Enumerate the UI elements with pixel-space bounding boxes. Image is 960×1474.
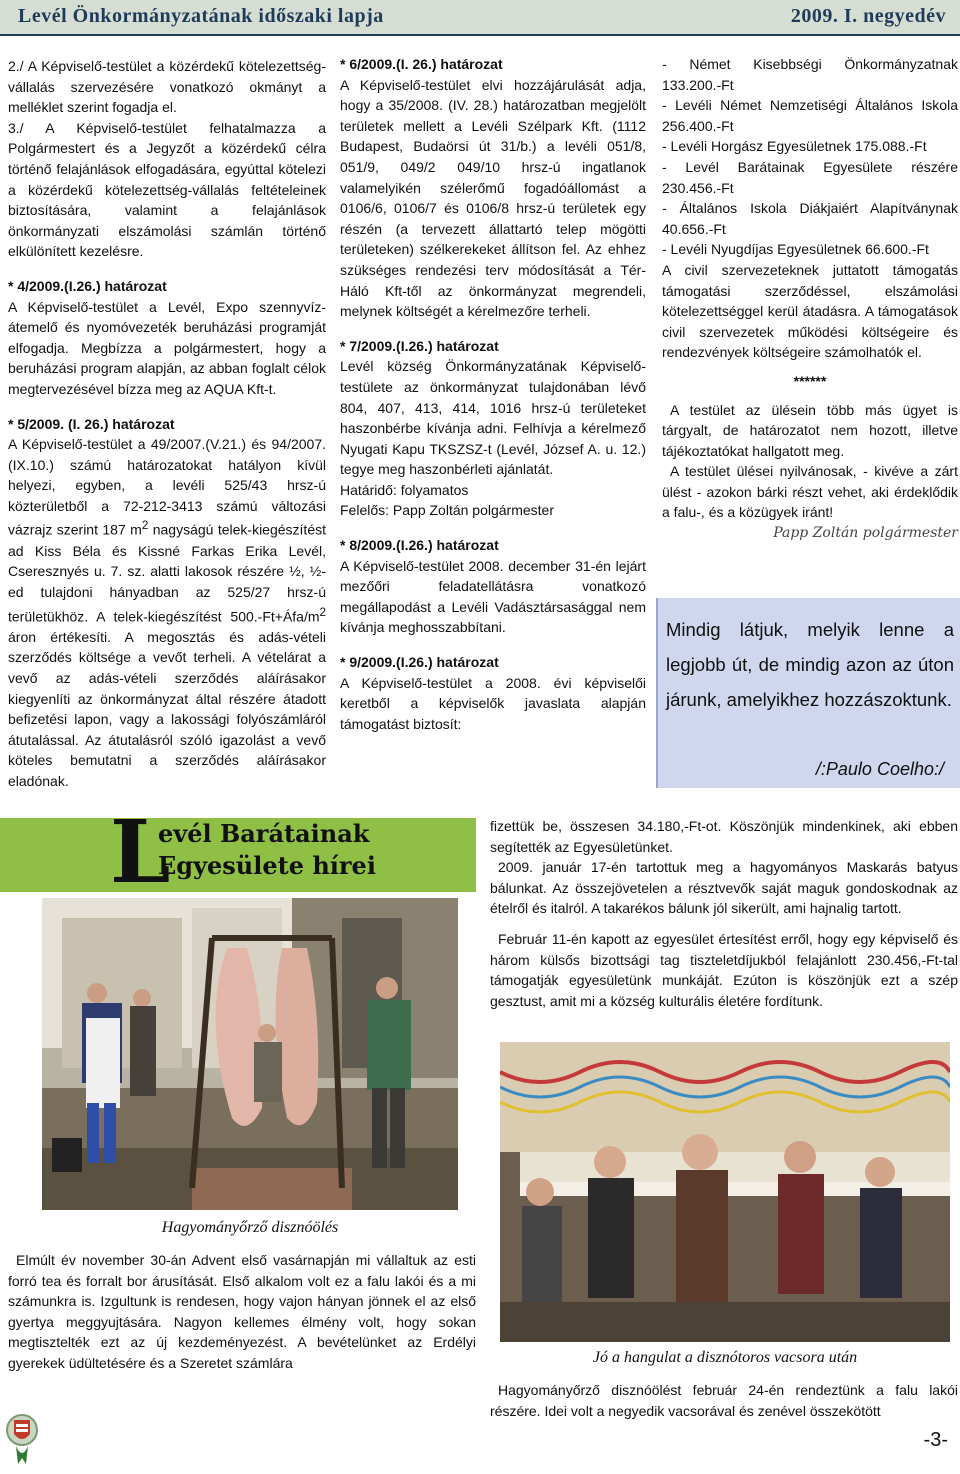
- association-news-text: [490, 816, 958, 1011]
- advent-text: Elmúlt év november 30-án Advent első vasárnapján mi vállaltuk az esti forró tea és forralt bor árusítását. Első alkalom volt ez a falu lakói és a mi számunkra is. Izgultunk is rendesen, hogy vajon hányan jönnek el az első gyertya meggyujtására. Nagyon kellemes élmény volt, hogy sokan megtisztelték ezt az új kezdeményezést. A bevételünket az Erdélyi gyerekek üdültetésére és a Szeretet számlára: [8, 1252, 476, 1371]
- news-paragraph-1: fizettük be, összesen 34.180,-Ft-ot. Köszönjük mindenkinek, aki ebben segítették az Egyesületünket.: [490, 818, 958, 855]
- resolution-heading-5: * 5/2009. (I. 26.) határozat: [8, 415, 175, 432]
- publication-title: Levél Önkormányzatának időszaki lapja: [18, 5, 384, 27]
- resolution-text-9: A Képviselő-testület a 2008. évi képviselői keretből a képviselők javaslata alapján támogatást biztosít:: [340, 674, 646, 732]
- news-paragraph-2: 2009. január 17-én tartottuk meg a hagyományos Maskarás batyus bálunkat. Az összejövetelen a résztvevők saját maguk gondoskodnak az ételről és italról. A takarékos bálunk jól sikerült, ami hajnalig tartott.: [490, 859, 958, 917]
- paragraph-3: 3./ A Képviselő-testület felhatalmazza a Polgármestert és a Jegyzőt a közérdekű célra történő felajánlások elfogadására, egyúttal kötelezi a közérdekű kötelezettség-vállalás feltételeinek biztosítására, valamint a felajánlások önkormányzati elszámolási számlán történő elkülönített kezelésre.: [8, 119, 326, 260]
- association-news-banner: [0, 818, 476, 892]
- resolution-text-4: A Képviselő-testület a Levél, Expo szennyvíz-átemelő és nyomóvezeték beruházási programját elfogadja. Megbízza a polgármestert, hogy a beruházási program alapján, az abban foglalt célok megtervezésével bízza meg az AQUA Kft-t.: [8, 298, 326, 397]
- resolution-text-5c: áron értékesíti. A megosztás és adás-vételi szerződés költsége a vevőt terheli. A vételárat a vevő az adás-vételi szerződés aláírásakor kiegyenlíti az önkormányzat által részére átadott befizetési lapon, vagy a lakossági folyószámláról átutalással. Az átutalásról szóló igazolást a vevő köteles bemutatni a szerződés aláírásakor eladónak.: [8, 628, 326, 789]
- issue-label: 2009. I. negyedév: [790, 5, 946, 27]
- dinner-party-photo: [500, 1042, 950, 1342]
- photo-caption-dinner: Jó a hangulat a disznótoros vacsora után: [592, 1349, 858, 1366]
- civil-grants-text: A civil szervezeteknek juttatott támogatás támogatási szerződéssel, elszámolási kötelezettséggel kerül átadásra. A támogatások civil szervezetek működési költségeire és rendezvények költségeire számolhatók el.: [662, 261, 958, 361]
- photo-caption-slaughter: Hagyományőrző disznóölés: [161, 1219, 339, 1236]
- superscript-2: 2: [141, 519, 149, 533]
- separator-stars: ******: [793, 372, 827, 389]
- quote-text: Mindig látjuk, melyik lenne a legjobb út, de mindig azon az úton járunk, amelyikhez hozzászoktunk.: [666, 619, 954, 710]
- mayor-signature: Papp Zoltán polgármester: [773, 525, 958, 542]
- page-number: -3-: [923, 1429, 948, 1451]
- column-left: [8, 56, 326, 792]
- grant-item: - Levéli Német Nemzetiségi Általános Iskola 256.400.-Ft: [662, 97, 958, 134]
- resolution-heading-8: * 8/2009.(I.26.) határozat: [340, 537, 499, 554]
- paragraph-2: 2./ A Képviselő-testület a közérdekű kötelezettség-vállalás szervezésére vonatkozó okmányt a melléklet szerint fogadja el.: [8, 58, 326, 116]
- news-paragraph-3: Február 11-én kapott az egyesület értesítést erről, hogy egy képviselő és három külsős bizottsági tag tiszteletdíjukból felajánlott 230.456,-Ft-tal támogatják egyesületünk munkáját. Ezúton is köszönjük ezt a szép gesztust, amit mi a község kulturális életére fordítunk.: [490, 930, 958, 1009]
- resolution-heading-9: * 9/2009.(I.26.) határozat: [340, 654, 499, 671]
- column-middle: [340, 54, 646, 734]
- banner-initial: L: [110, 818, 171, 892]
- grant-item: - Levéli Nyugdíjas Egyesületnek 66.600.-Ft: [662, 241, 929, 258]
- superscript-2b: 2: [319, 605, 326, 619]
- column-right: [662, 54, 958, 544]
- pig-slaughter-photo: [42, 898, 458, 1210]
- coat-of-arms-icon: [6, 1412, 38, 1466]
- deadline: Határidő: folyamatos: [340, 481, 469, 498]
- resolution-text-5a: A Képviselő-testület a 49/2007.(V.21.) és 94/2007.(IX.10.) számú határozatokat hatályon kívül helyezi, egyben, a levéli 525/43 hrsz-ú közterületből a 72-212-3413 számú változási vázrajz szerint 187 m: [8, 436, 326, 539]
- pig-slaughter-illustration: [42, 898, 458, 1210]
- resolution-heading-4: * 4/2009.(I.26.) határozat: [8, 277, 167, 294]
- grant-item: - Levél Barátainak Egyesülete részére 230.456.-Ft: [662, 158, 958, 196]
- banner-line-1: evél Barátainak: [158, 819, 370, 848]
- grant-item: - Általános Iskola Diákjaiért Alapítványnak 40.656.-Ft: [662, 200, 958, 237]
- resolution-text-6: A Képviselő-testület elvi hozzájárulását adja, hogy a 35/2008. (IV. 28.) határozatban megjelölt területek mellett a Levéli Szélpark Kft. (1112 Budapest, Budaörsi út 31/b.) a levéli 051/8, 051/9, 049/2 049/10 hrsz-ú ingatlanok valamelyikén szélerőmű fogadóállomást a 0106/6, 0106/7 és 0106/8 hrsz-ú területek egy részén (a tervezett állattartó telep mögötti területeken) szélkerekeket állítson fel. Az ehhez szükséges rendezési terv módosítását a Tér-Háló Kft-től az önkormányzat megrendeli, melynek költségét a kérelmezőre terheli.: [340, 76, 646, 320]
- quote-box: [656, 598, 960, 788]
- resolution-text-7: Levél község Önkormányzatának Képviselő-testülete az önkormányzat tulajdonában lévő 804, 407, 413, 414, 1016 hrsz-ú területeket haszonbérbe kívánja adni. Felhívja a kérelmező Nyugati Kapu TKSZSZ-t (Levél, József A. u. 12.) tegye meg haszonbérleti ajánlatát.: [340, 358, 646, 478]
- resolution-text-5b: nagyságú telek-kiegészítést ad Kiss Béla és Kissné Farkas Erika Levél, Cseresznyés u. 7. sz. alatti lakosok részére ½, ½-ed tulajdoni hányadban az 525/27 hrsz-ú területükhöz. A telek-kiegészítést 500.-Ft+Áfa/m: [8, 522, 326, 625]
- resolution-text-5: [8, 434, 326, 791]
- resolution-text-8: A Képviselő-testület 2008. december 31-én lejárt mezőőri feladatellátásra vonatkozó megállapodást a Levéli Vadásztársasággal nem kívánja meghosszabbítani.: [340, 557, 646, 636]
- grant-item: - Levéli Horgász Egyesületnek 175.088.-Ft: [662, 138, 927, 155]
- grant-item: - Német Kisebbségi Önkormányzatnak 133.200.-Ft: [662, 56, 958, 93]
- public-meetings-text: A testület ülései nyilvánosak, - kivéve a zárt ülést - azokon bárki részt vehet, aki érdeklődik a falu-, és a közügyek iránt!: [662, 463, 958, 521]
- resolution-heading-6: * 6/2009.(I. 26.) határozat: [340, 56, 503, 72]
- quote-author: /:Paulo Coelho:/: [815, 759, 944, 780]
- page-header: [0, 0, 960, 36]
- banner-line-2: Egyesülete hírei: [158, 851, 376, 880]
- responsible: Felelős: Papp Zoltán polgármester: [340, 502, 554, 519]
- resolution-heading-7: * 7/2009.(I.26.) határozat: [340, 337, 499, 354]
- other-matters-text: A testület az ülésein több más ügyet is tárgyalt, de határozatot nem hozott, illetve tájékoztatókat hallgatott meg.: [662, 401, 958, 459]
- news-paragraph-4: Hagyományőrző disznóölést február 24-én rendeztünk a falu lakói részére. Idei volt a negyedik vacsorával és zenével összekötött: [490, 1382, 958, 1419]
- dinner-party-illustration: [500, 1042, 950, 1342]
